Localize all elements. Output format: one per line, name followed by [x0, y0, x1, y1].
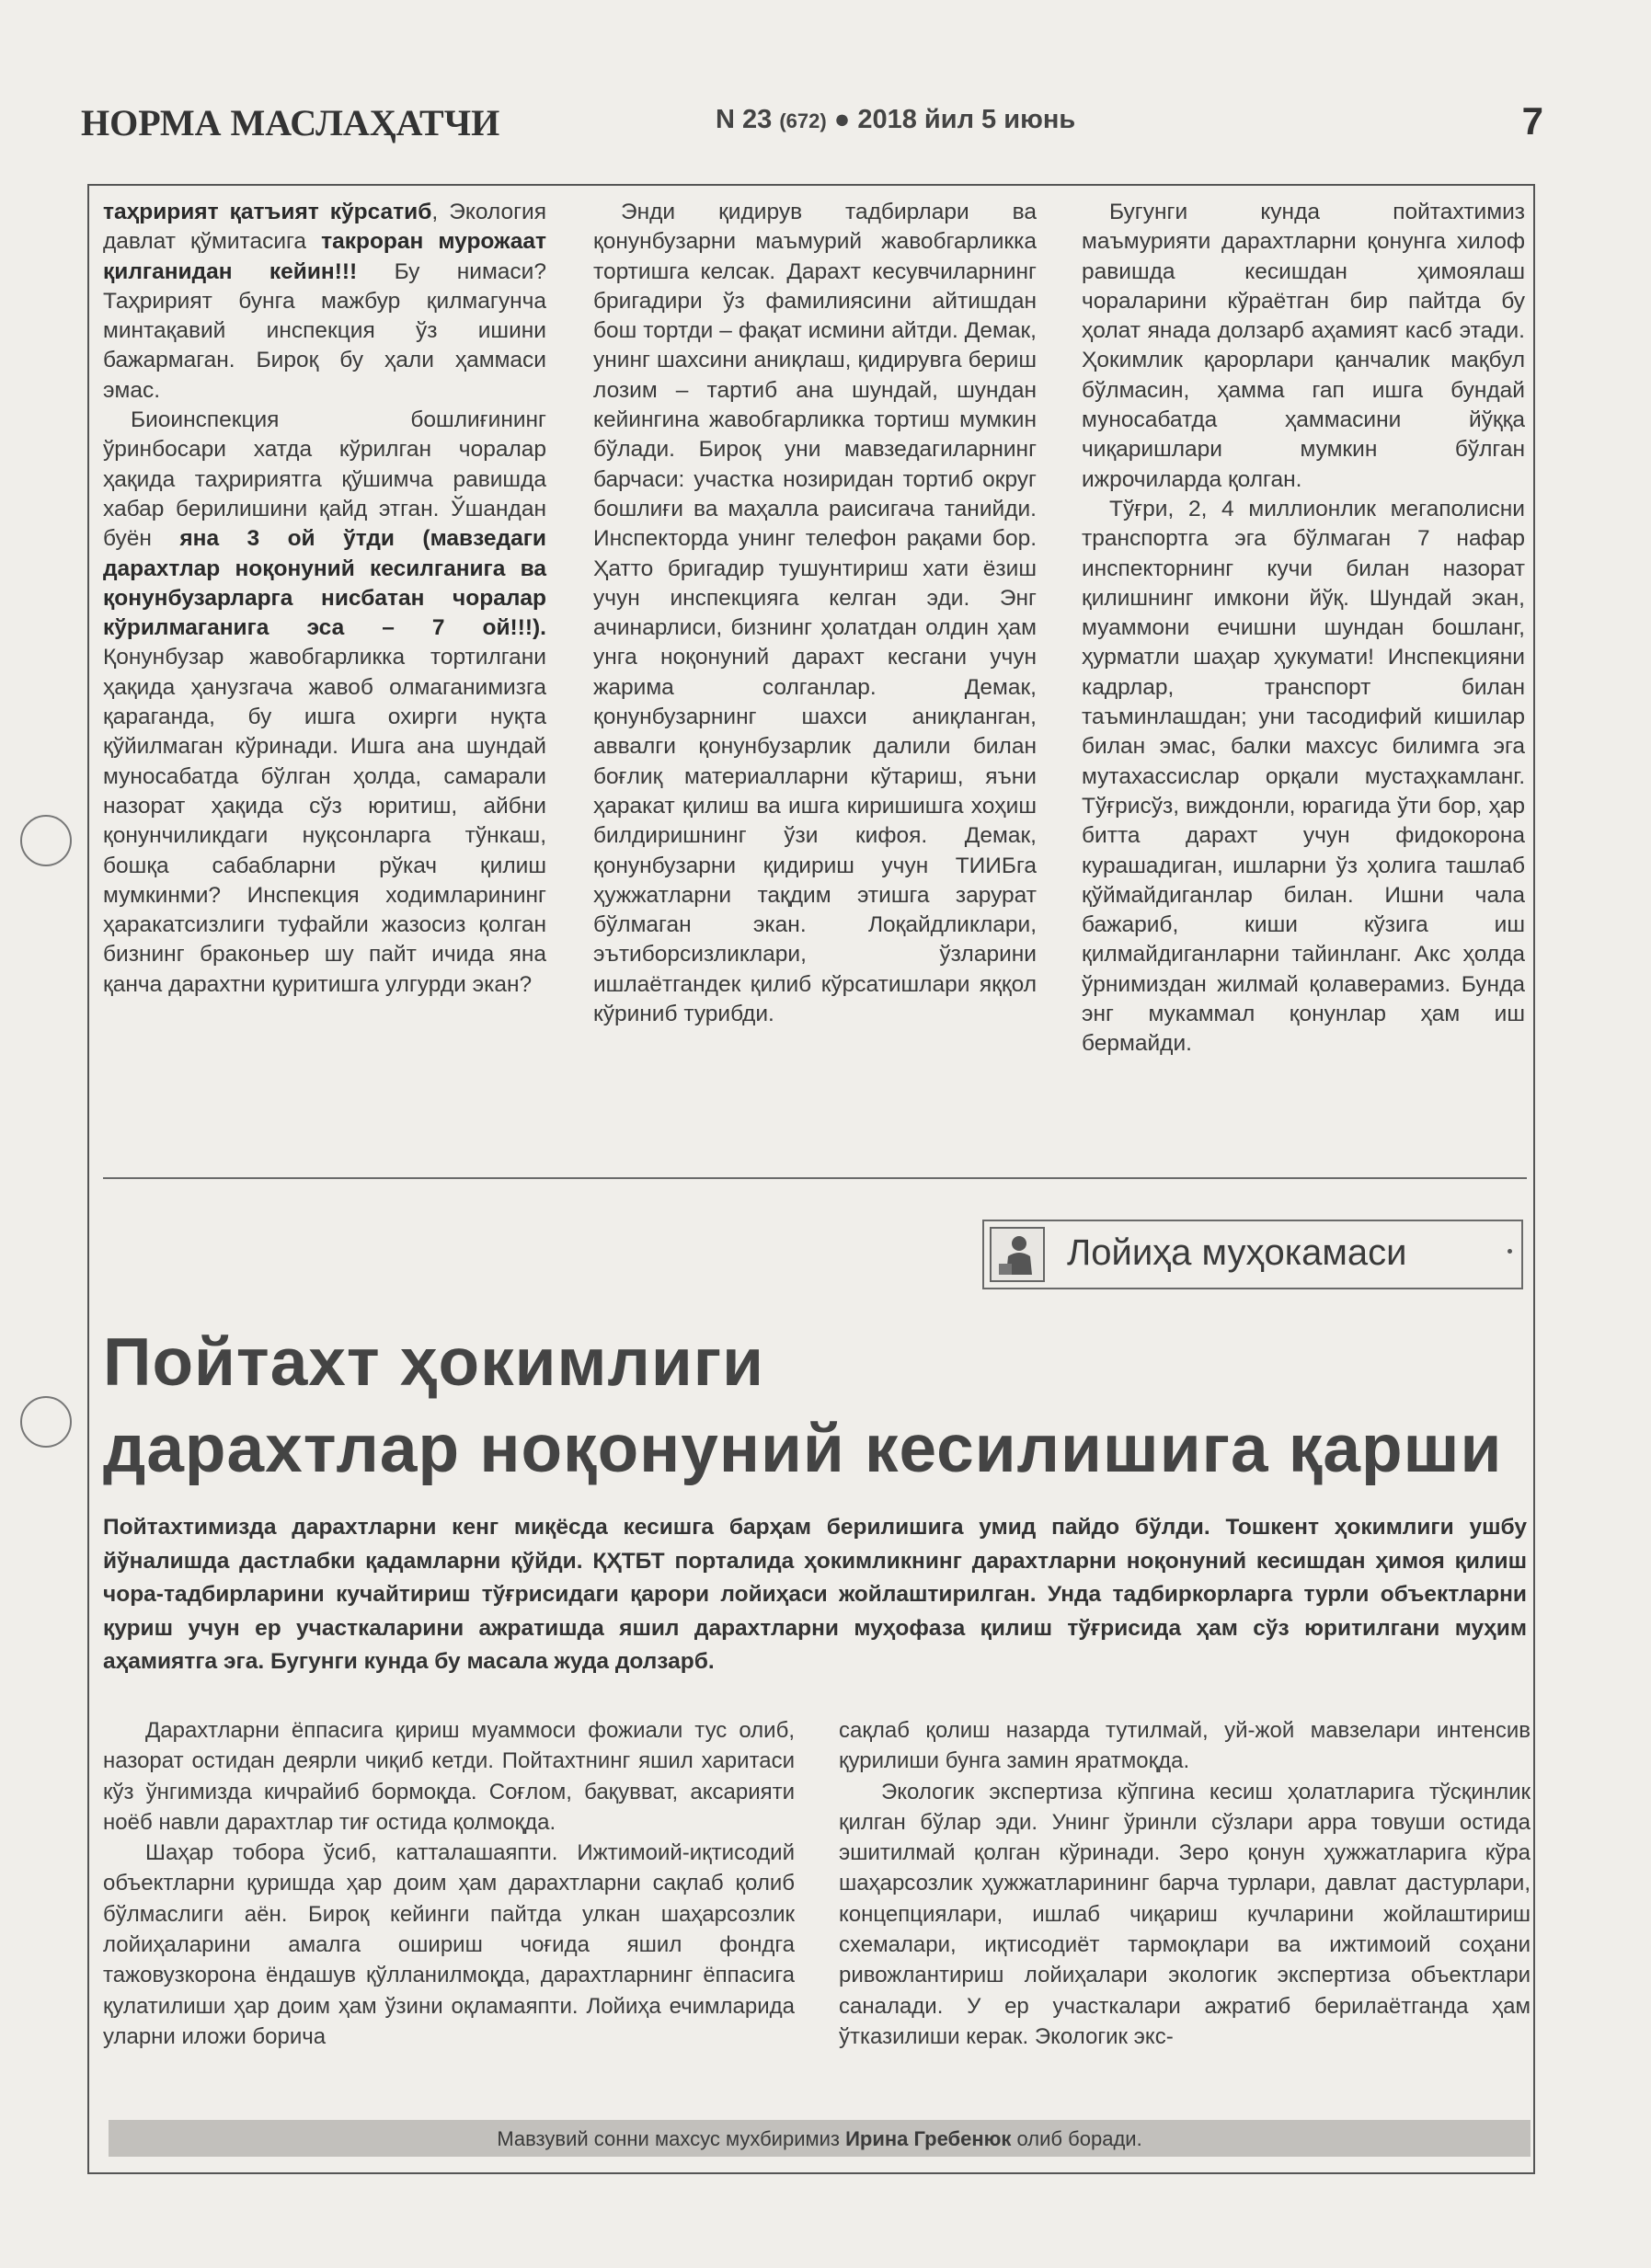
article-body-column-2	[839, 1715, 1531, 2052]
byline-text	[109, 2127, 1531, 2151]
article-column-2	[593, 198, 1037, 1029]
bullet-icon: ●	[833, 105, 851, 134]
bold-text: яна 3 ой ўтди (мавзедаги дарахтлар ноқонуний кесилганига ва қонунбузарларга нисбатан чоралар кўрилмаганига эса – 7 ой!!!).	[103, 526, 546, 641]
headline-line-1: Пойтахт ҳокимлиги	[103, 1325, 765, 1400]
section-divider	[103, 1177, 1527, 1179]
byline-bar	[109, 2120, 1531, 2157]
paragraph: Шаҳар тобора ўсиб, катталашаяпти. Ижтимоий-иқтисодий объектларни қуришда ҳар доим ҳам дарахтларни сақлаб қолиб бўлмаслиги аён. Бироқ кейинги пайтда улкан шаҳарсозлик лойиҳаларини амалга ошириш чоғида яшил фондга тажовузкорона ёндашув қўлланилмоқда, дарахтларнинг ёппасига қулатилиши ҳар доим ҳам ўзини оқламаяпти. Лойиҳа ечимларида уларни иложи борича	[103, 1840, 795, 2049]
punch-hole-top	[20, 815, 72, 866]
rubric-label: Лойиҳа муҳокамаси	[1067, 1232, 1407, 1273]
byline-suffix: олиб боради.	[1011, 2127, 1142, 2150]
article-column-3	[1082, 198, 1525, 1060]
paragraph: сақлаб қолиш назарда тутилмай, уй-жой мавзелари интенсив қурилиши бунга замин яратмоқда.	[839, 1718, 1531, 1774]
page-number: 7	[1521, 99, 1543, 143]
paragraph	[103, 198, 546, 406]
speaker-icon	[990, 1227, 1045, 1282]
article-body-column-1	[103, 1715, 795, 2052]
text-run: Энди қидирув тадбирлари ва қонунбузарни маъмурий жавобгарликка тортишга келсак. Дарахт кесувчиларнинг бригадири ўз фамилиясини айтишдан бош тортди – фақат исмини айтди. Демак, унинг шахсини аниқлаш, қидирувга бериш лозим – тартиб ана шундай, шундан кейингина жавобгарликка тортиш мумкин бўлади. Бироқ уни мавзедагиларнинг барчаси: участка нозиридан тортиб округ бошлиғи ва маҳалла раисигача танийди. Инспекторда унинг телефон рақами бор. Ҳатто бригадир тушунтириш хати ёзиш учун инспекцияга келган эди. Энг ачинарлиси, бизнинг ҳолатдан олдин ҳам унга ноқонуний дарахт кесгани учун жарима солганлар. Демак, қонунбузарнинг шахси аниқланган, аввалги қонунбузарлик далили билан боғлиқ материалларни кўтариш, яъни ҳаракат қилиш ва ишга киришишга хоҳиш билдиришнинг ўзи кифоя. Демак, қонунбузарни қидириш учун ТИИБга ҳужжатларни тақдим этишга зарурат бўлмаган экан. Лоқайдликлари, эътиборсизликлари, ўзларини ишлаётгандек қилиб кўрсатишлари яққол кўриниб турибди.	[593, 200, 1037, 1027]
text-run: Бугунги кунда пойтахтимиз маъмурияти дарахтларни қонунга хилоф равишда кесишдан ҳимоялаш чораларини кўраётган бир пайтда бу ҳолат янада долзарб аҳамият касб этади. Ҳокимлик қарорлари қанчалик мақбул бўлмасин, ҳамма гап ишга бундай муносабатда ҳаммасини йўққа чиқаришлари мумкин бўлган ижрочиларда қолган.	[1082, 200, 1525, 492]
punch-hole-bottom	[20, 1396, 72, 1448]
headline-line-2: дарахтлар ноқонуний кесилишига қарши	[103, 1412, 1503, 1486]
article-column-1	[103, 198, 546, 1000]
paragraph	[103, 406, 546, 1000]
paragraph: Дарахтларни ёппасига қириш муаммоси фожиали тус олиб, назорат остидан деярли чиқиб кетди. Пойтахтнинг яшил харитаси кўз ўнгимизда кичрайиб бормоқда. Соғлом, бақувват, аксарияти ноёб навли дарахтлар тиғ остида қолмоқда.	[103, 1718, 795, 1835]
rubric-dot	[1508, 1249, 1512, 1254]
paragraph	[1082, 198, 1525, 495]
text-run: Бу нимаси? Таҳририят бунга мажбур қилмагунча минтақавий инспекция ўз ишини бажармаган. Бироқ бу ҳали ҳаммаси эмас.	[103, 258, 546, 403]
article-lead: Пойтахтимизда дарахтларни кенг миқёсда кесишга барҳам берилишига умид пайдо бўлди. Тошкент ҳокимлиги ушбу йўналишда дастлабки қадамларни қўйди. ҚҲТБТ порталида ҳокимликнинг дарахтларни ноқонуний кесишдан ҳимоя қилиш чора-тадбирларини кучайтириш тўғрисидаги қарори лойиҳаси жойлаштирилган. Унда тадбиркорларга турли объектларни қуриш учун ер участкаларини ажратишда яшил дарахтларни муҳофаза қилиш тўғрисида ҳам сўз юритилгани муҳим аҳамиятга эга. Бугунги кунда бу масала жуда долзарб.	[103, 1515, 1527, 1674]
text-run: , Экология давлат қўмитасига	[103, 200, 546, 255]
byline-author: Ирина Гребенюк	[845, 2127, 1012, 2150]
issue-info	[716, 105, 1075, 135]
article-headline	[103, 1320, 1538, 1493]
issue-serial: (672)	[779, 109, 827, 132]
text-run: Қонунбузар жавобгарликка тортилгани ҳақида ҳанузгача жавоб олмаганимизга қараганда, бу ишга охирги нуқта қўйилмаган кўринади. Ишга ана шундай муносабатда бўлган ҳолда, самарали назорат ҳақида сўз юритиш, айбни қонунчиликдаги нуқсонларга тўнкаш, бошқа сабабларни рўкач қилиш мумкинми? Инспекция ходимларининг ҳаракатсизлиги туфайли жазосиз қолган бизнинг браконьер шу пайт ичида яна қанча дарахтни қуритишга улгурди экан?	[103, 645, 546, 997]
paragraph	[593, 198, 1037, 1029]
paragraph	[1082, 495, 1525, 1060]
issue-date: 2018 йил 5 июнь	[857, 105, 1076, 134]
issue-number: N 23	[716, 105, 773, 134]
text-run: Тўғри, 2, 4 миллионлик мегаполисни транспортга эга бўлмаган 7 нафар инспекторнинг кучи билан назорат қилишнинг имкони йўқ. Шундай экан, муаммони ечишни шундан бошланг, ҳурматли шаҳар ҳукумати! Инспекцияни кадрлар, транспорт билан таъминлашдан; уни тасодифий кишилар билан эмас, балки махсус билимга эга мутахассислар орқали мустаҳкамланг. Тўғрисўз, виждонли, юрагида ўти бор, ҳар битта дарахт учун фидокорона курашадиган, ишларни ўз ҳолига ташлаб қўймайдиганлар билан. Ишни чала бажариб, киши кўзига иш қилмайдиганларни тайинланг. Акс ҳолда ўрнимиздан жилмай қолаверамиз. Бунда энг мукаммал қонунлар ҳам иш бермайди.	[1082, 496, 1525, 1057]
paragraph: Экологик экспертиза кўпгина кесиш ҳолатларига тўсқинлик қилган бўлар эди. Унинг ўринли сўзлари арра товуши остида эшитилмай қолган кўринади. Зеро қонун ҳужжатларига кўра шаҳарсозлик ҳужжатларининг барча турлари, давлат дастурлари, концепциялари, ишлаб чиқариш кучларини жойлаштириш схемалари, иқтисодиёт тармоқлари ва ижтимоий соҳани ривожлантириш лойиҳалари экологик экспертиза объектлари саналади. У ер участкалари ажратиб берилаётганда ҳам ўтказилиши керак. Экологик экс-	[839, 1779, 1531, 2049]
byline-prefix: Мавзувий сонни махсус мухбиримиз	[497, 2127, 846, 2150]
text-run: Биоинспекция бошлиғининг ўринбосари хатда кўрилган чоралар ҳақида таҳририятга қўшимча равишда хабар берилишини қайд этган. Ўшандан буён	[103, 407, 546, 552]
newspaper-name: НОРМА МАСЛАҲАТЧИ	[81, 102, 500, 143]
bold-text: таҳририят қатъият кўрсатиб	[103, 200, 432, 224]
masthead	[81, 101, 1543, 147]
bold-text: такроран мурожаат қилганидан кейин!!!	[103, 229, 546, 284]
rubric-box	[982, 1220, 1523, 1289]
